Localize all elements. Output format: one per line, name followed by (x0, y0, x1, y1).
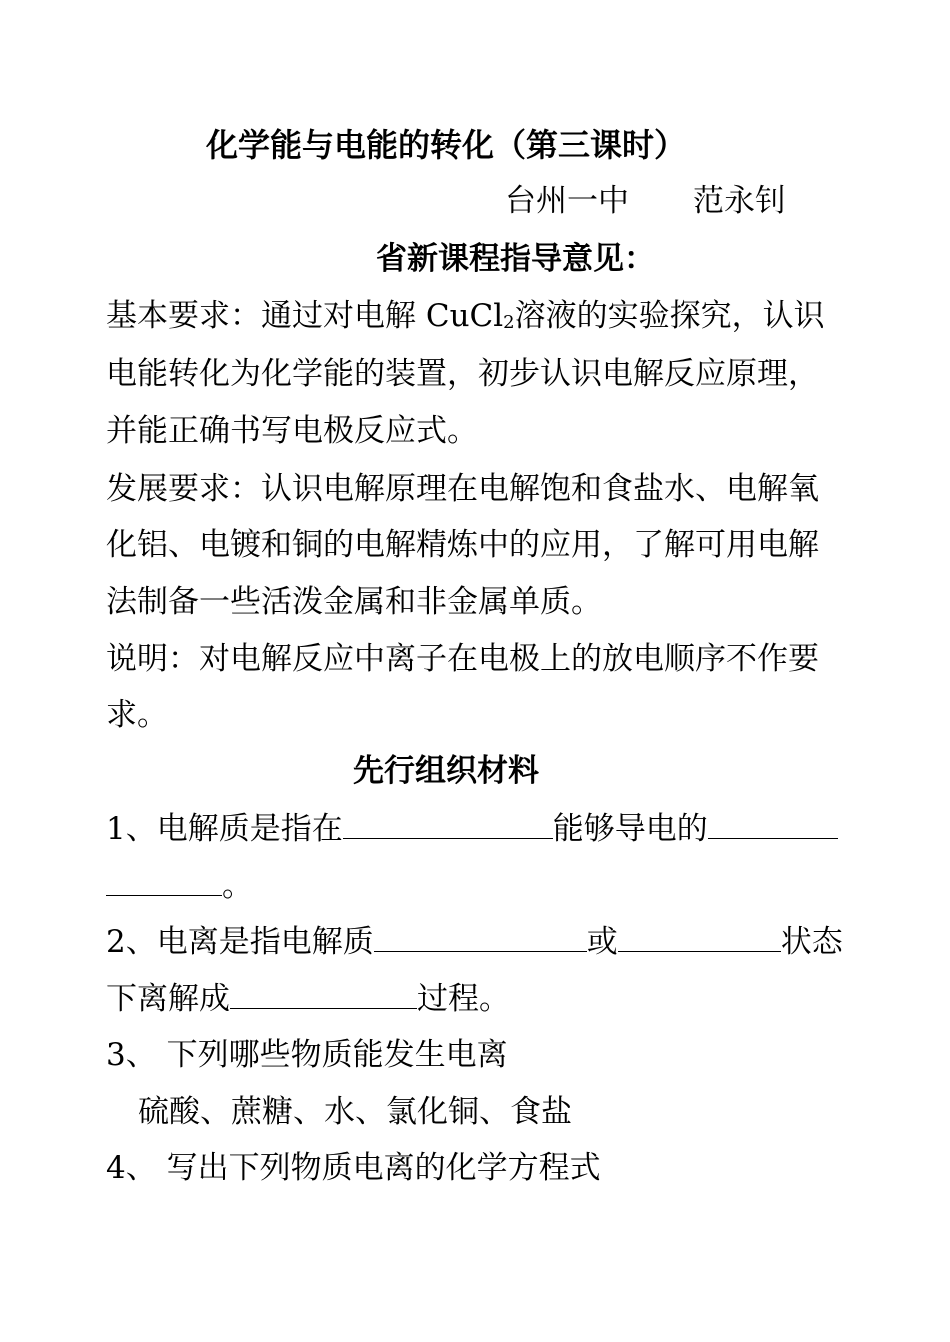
question-2-line-2 (106, 979, 851, 1019)
fill-blank-3[interactable] (374, 922, 587, 952)
document-title: 化学能与电能的转化（第三课时） (206, 126, 687, 164)
q1-text-1: 1、电解质是指在 (106, 811, 343, 847)
question-1-line-1 (106, 809, 851, 849)
question-3-items: 硫酸、蔗糖、水、氯化铜、食盐 (138, 1094, 572, 1130)
basic-requirement-line-3: 并能正确书写电极反应式。 (106, 413, 478, 449)
basic-req-suffix: 溶液的实验探究，认识 (514, 298, 825, 334)
note-line-1: 说明：对电解反应中离子在电极上的放电顺序不作要 (106, 641, 819, 677)
development-requirement-line-3: 法制备一些活泼金属和非金属单质。 (106, 584, 602, 620)
q2-text-3: 状态 (780, 924, 843, 960)
author-school: 台州一中 (505, 183, 629, 219)
fill-blank-1[interactable] (343, 809, 553, 839)
subscript-2: 2 (503, 312, 515, 333)
q1-text-2: 能够导电的 (552, 811, 708, 847)
question-3: 3、 下列哪些物质能发生电离 (106, 1037, 508, 1073)
development-requirement-line-1: 发展要求：认识电解原理在电解饱和食盐水、电解氧 (106, 471, 819, 507)
fill-blank-2[interactable] (708, 809, 838, 839)
q2-text-2: 或 (586, 924, 618, 960)
q1-end: 。 (222, 868, 253, 904)
author-line (505, 181, 950, 221)
basic-requirement-line-2: 电能转化为化学能的装置，初步认识电解反应原理， (106, 356, 819, 392)
fill-blank-4[interactable] (618, 922, 781, 952)
note-line-2: 求。 (106, 697, 168, 733)
q2-text-5: 过程。 (417, 981, 510, 1017)
development-requirement-line-2: 化铝、电镀和铜的电解精炼中的应用，了解可用电解 (106, 527, 819, 563)
section-heading: 省新课程指导意见： (376, 241, 655, 277)
basic-req-prefix: 基本要求：通过对电解 CuCl (106, 298, 504, 334)
basic-requirement-line-1 (106, 296, 851, 343)
fill-blank-2-continued[interactable] (106, 866, 222, 896)
question-1-line-2 (106, 866, 851, 906)
question-4: 4、 写出下列物质电离的化学方程式 (106, 1150, 601, 1186)
q2-text-1: 2、电离是指电解质 (106, 924, 374, 960)
materials-heading: 先行组织材料 (353, 753, 539, 789)
q2-text-4: 下离解成 (106, 981, 230, 1017)
author-name: 范永钊 (693, 183, 786, 219)
question-2-line-1 (106, 922, 851, 962)
fill-blank-5[interactable] (230, 979, 417, 1009)
